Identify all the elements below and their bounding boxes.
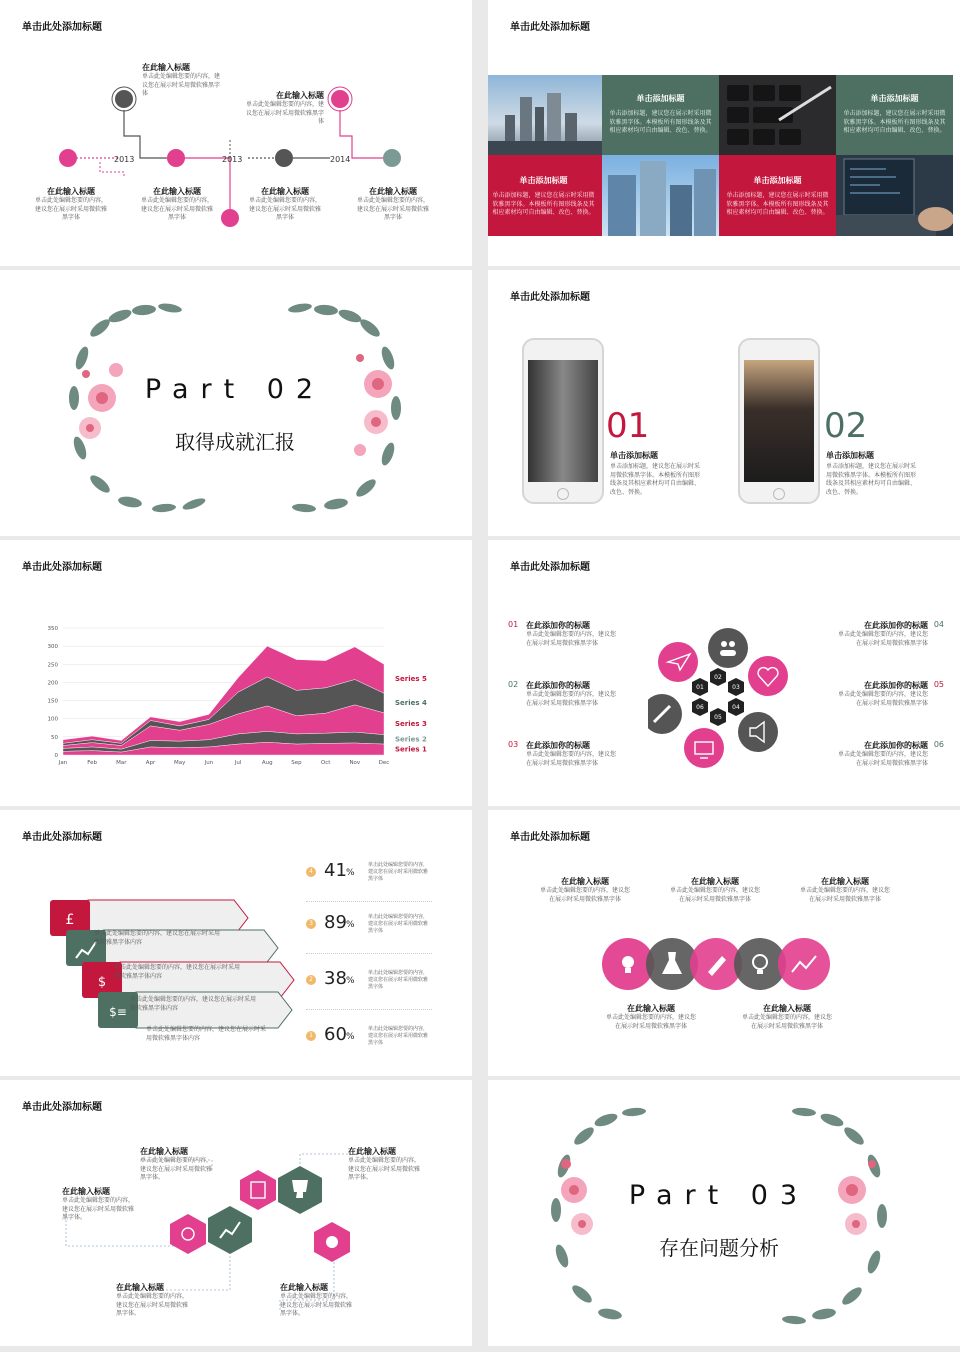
hex-item-right: 05 在此添加你的标题 单击此处编辑您要的内容，建议您 在展示时采用微软雅黑字体 — [837, 680, 944, 707]
slide-timeline — [0, 0, 472, 266]
circle-item-bottom: 在此输入标题 单击此处编辑您要的内容，建议您在展示时采用微软雅黑字体 — [742, 1004, 833, 1030]
stat-row: 1 60 % 单击此处编辑您要的内容，建议您在展示时采用微软雅黑字体 — [306, 1022, 432, 1066]
y-tick-label: 0 — [54, 753, 58, 759]
slide-title: 单击此处添加标题 — [510, 292, 590, 303]
floral-wreath — [544, 1106, 894, 1328]
svg-text:$: $ — [97, 975, 107, 990]
arrow-text: 单击此处编辑您要的内容，建议您在展示时采用微软雅黑字体内容 — [94, 930, 221, 946]
laptop-photo — [836, 155, 953, 236]
legend-label: Series 4 — [395, 699, 427, 708]
item-number: 01 — [606, 406, 650, 446]
x-tick-label: Jan — [58, 760, 68, 766]
hex-item-right: 04 在此添加你的标题 单击此处编辑您要的内容，建议您 在展示时采用微软雅黑字体 — [837, 620, 944, 647]
hex-text-item: 在此输入标题 单击此处编辑您要的内容，建议您在展示时采用微软雅黑字体。 — [140, 1147, 213, 1181]
arrow-text: 单击此处编辑您要的内容，建议您在展示时采用微软雅黑字体内容 — [146, 1026, 267, 1042]
year-1: 2013 — [114, 155, 135, 164]
section-part-label: Part 02 — [144, 374, 326, 405]
hex-text-item: 在此输入标题 单击此处编辑您要的内容，建议您在展示时采用微软雅黑字体。 — [280, 1283, 353, 1317]
hex-text-item: 在此输入标题 单击此处编辑您要的内容，建议您在展示时采用微软雅黑字体。 — [348, 1147, 421, 1181]
legend-label: Series 3 — [395, 719, 427, 728]
slide-hex-ring — [488, 540, 960, 806]
slide-title: 单击此处添加标题 — [22, 1102, 102, 1113]
info-card: 单击添加标题 单击添加标题，建议您在展示时采用微软雅黑字体。本模板所有图形线条及其相应素材均可自由编辑、改色、替换。 — [719, 155, 836, 236]
chart-up-icon — [208, 1206, 252, 1254]
timeline-item: 在此输入标题 单击此处编辑您要的内容，建议您在展示时采用微软雅黑字体 — [356, 187, 429, 221]
keyboard-photo — [719, 75, 836, 155]
area-chart — [0, 540, 472, 806]
slide-section-part03 — [488, 1080, 960, 1346]
phone-mockup — [738, 338, 820, 504]
y-tick-label: 100 — [47, 716, 58, 723]
item-number: 02 — [824, 406, 868, 446]
x-tick-label: May — [174, 760, 186, 766]
svg-text:$≡: $≡ — [109, 1005, 127, 1019]
x-tick-label: Apr — [145, 760, 156, 766]
year-2: 2013 — [222, 155, 243, 164]
timeline-item: 在此输入标题 单击此处编辑您要的内容，建议您在展示时采用微软雅黑字体 — [248, 187, 321, 221]
slide-title: 单击此处添加标题 — [22, 22, 102, 33]
x-tick-label: Jul — [234, 760, 242, 766]
slide-title: 单击此处添加标题 — [510, 832, 590, 843]
section-subtitle: 取得成就汇报 — [175, 430, 295, 454]
heart-icon — [748, 656, 788, 696]
arrow-text: 单击此处编辑您要的内容，建议您在展示时采用微软雅黑字体内容 — [114, 964, 241, 980]
timeline-item: 在此输入标题 单击此处编辑您要的内容，建议您在展示时采用微软雅黑字体 — [142, 63, 221, 97]
y-tick-label: 250 — [47, 662, 58, 669]
city-photo — [488, 75, 602, 155]
phone-item-text: 单击添加标题 单击添加标题，建议您在展示时采用微软雅黑字体。本模板所有图形线条及其相应素材均可自由编辑、改色、替换。 — [826, 451, 917, 496]
info-card: 单击添加标题 单击添加标题，建议您在展示时采用微软雅黑字体。本模板所有图形线条及其相应素材均可自由编辑、改色、替换。 — [602, 75, 719, 155]
x-tick-label: Mar — [116, 760, 127, 766]
timeline-item: 在此输入标题 单击此处编辑您要的内容，建议您在展示时采用微软雅黑字体 — [34, 187, 107, 221]
hex-item-left: 01 在此添加你的标题 单击此处编辑您要的内容，建议您 在展示时采用微软雅黑字体 — [508, 620, 617, 647]
hex-ring-graphic — [648, 624, 798, 770]
hex-text-item: 在此输入标题 单击此处编辑您要的内容，建议您在展示时采用微软雅黑字体。 — [62, 1187, 135, 1221]
skyscraper-photo — [602, 155, 719, 236]
hex-label: 01 — [696, 684, 704, 691]
year-3: 2014 — [330, 155, 351, 164]
slide-image-grid — [488, 0, 960, 266]
y-tick-label: 50 — [51, 734, 58, 741]
hex-item-left: 02 在此添加你的标题 单击此处编辑您要的内容，建议您 在展示时采用微软雅黑字体 — [508, 680, 617, 707]
slide-title: 单击此处添加标题 — [510, 22, 590, 33]
circle-item-top: 在此输入标题 单击此处编辑您要的内容，建议您在展示时采用微软雅黑字体 — [670, 877, 761, 903]
x-tick-label: Nov — [349, 760, 361, 766]
slide-title: 单击此处添加标题 — [22, 832, 102, 843]
legend-label: Series 5 — [395, 674, 427, 683]
hex-label: 02 — [714, 674, 722, 681]
section-part-label: Part 03 — [628, 1180, 810, 1211]
stat-row: 2 38 % 单击此处编辑您要的内容，建议您在展示时采用微软雅黑字体 — [306, 966, 432, 1010]
document-icon — [240, 1170, 276, 1210]
legend-label: Series 2 — [395, 735, 427, 744]
svg-text:£: £ — [65, 912, 75, 928]
circle-item-bottom: 在此输入标题 单击此处编辑您要的内容，建议您在展示时采用微软雅黑字体 — [606, 1004, 697, 1030]
slide-section-part02 — [0, 270, 472, 536]
section-subtitle: 存在问题分析 — [659, 1236, 779, 1260]
circle-chain — [598, 936, 848, 992]
speaker-icon — [738, 712, 778, 752]
slide-five-circles — [488, 810, 960, 1076]
info-card: 单击添加标题 单击添加标题，建议您在展示时采用微软雅黑字体。本模板所有图形线条及其相应素材均可自由编辑、改色、替换。 — [488, 155, 602, 236]
y-tick-label: 300 — [47, 644, 58, 651]
pencil-icon — [648, 694, 682, 734]
y-tick-label: 150 — [47, 698, 58, 705]
info-card: 单击添加标题 单击添加标题，建议您在展示时采用微软雅黑字体。本模板所有图形线条及其相应素材均可自由编辑、改色、替换。 — [836, 75, 953, 155]
ball-icon — [170, 1214, 206, 1254]
timeline-dot — [59, 149, 77, 167]
slide-phones — [488, 270, 960, 536]
floral-wreath — [60, 298, 410, 518]
stat-row: 3 89 % 单击此处编辑您要的内容，建议您在展示时采用微软雅黑字体 — [306, 910, 432, 954]
x-tick-label: Sep — [291, 760, 302, 766]
y-tick-label: 200 — [47, 680, 58, 687]
hex-label: 05 — [714, 714, 722, 721]
hex-item-left: 03 在此添加你的标题 单击此处编辑您要的内容，建议您 在展示时采用微软雅黑字体 — [508, 740, 617, 767]
slide-area-chart — [0, 540, 472, 806]
circle-item-top: 在此输入标题 单击此处编辑您要的内容，建议您在展示时采用微软雅黑字体 — [800, 877, 891, 903]
x-tick-label: Jun — [204, 760, 214, 766]
arrow-text: 单击此处编辑您要的内容，建议您在展示时采用微软雅黑字体内容 — [130, 996, 257, 1012]
x-tick-label: Oct — [320, 760, 331, 766]
hex-item-right: 06 在此添加你的标题 单击此处编辑您要的内容，建议您 在展示时采用微软雅黑字体 — [837, 740, 944, 767]
x-tick-label: Feb — [87, 760, 98, 766]
stat-row: 4 41 % 单击此处编辑您要的内容，建议您在展示时采用微软雅黑字体 — [306, 858, 432, 902]
monitor-icon — [684, 728, 724, 768]
y-tick-label: 350 — [47, 626, 58, 632]
trend-icon — [778, 938, 830, 990]
phone-item-text: 单击添加标题 单击添加标题，建议您在展示时采用微软雅黑字体。本模板所有图形线条及其相应素材均可自由编辑、改色、替换。 — [610, 451, 701, 496]
timeline-item: 在此输入标题 单击此处编辑您要的内容，建议您在展示时采用微软雅黑字体 — [140, 187, 213, 221]
hex-label: 03 — [732, 684, 740, 691]
timeline-graphic — [0, 0, 472, 266]
legend-label: Series 1 — [395, 745, 427, 754]
x-tick-label: Dec — [378, 760, 390, 766]
circle-item-top: 在此输入标题 单击此处编辑您要的内容，建议您在展示时采用微软雅黑字体 — [540, 877, 631, 903]
x-tick-label: Aug — [261, 760, 273, 766]
hex-label: 06 — [696, 704, 704, 711]
hex-label: 04 — [732, 704, 740, 711]
slide-arrows-stats — [0, 810, 472, 1076]
slide-title: 单击此处添加标题 — [22, 562, 102, 573]
slide-hexagons — [0, 1080, 472, 1346]
hex-text-item: 在此输入标题 单击此处编辑您要的内容，建议您在展示时采用微软雅黑字体。 — [116, 1283, 189, 1317]
slide-title: 单击此处添加标题 — [510, 562, 590, 573]
send-icon — [658, 642, 698, 682]
team-icon — [708, 628, 748, 668]
phone-mockup — [522, 338, 604, 504]
timeline-item: 在此输入标题 单击此处编辑您要的内容，建议您在展示时采用微软雅黑字体 — [245, 91, 324, 125]
